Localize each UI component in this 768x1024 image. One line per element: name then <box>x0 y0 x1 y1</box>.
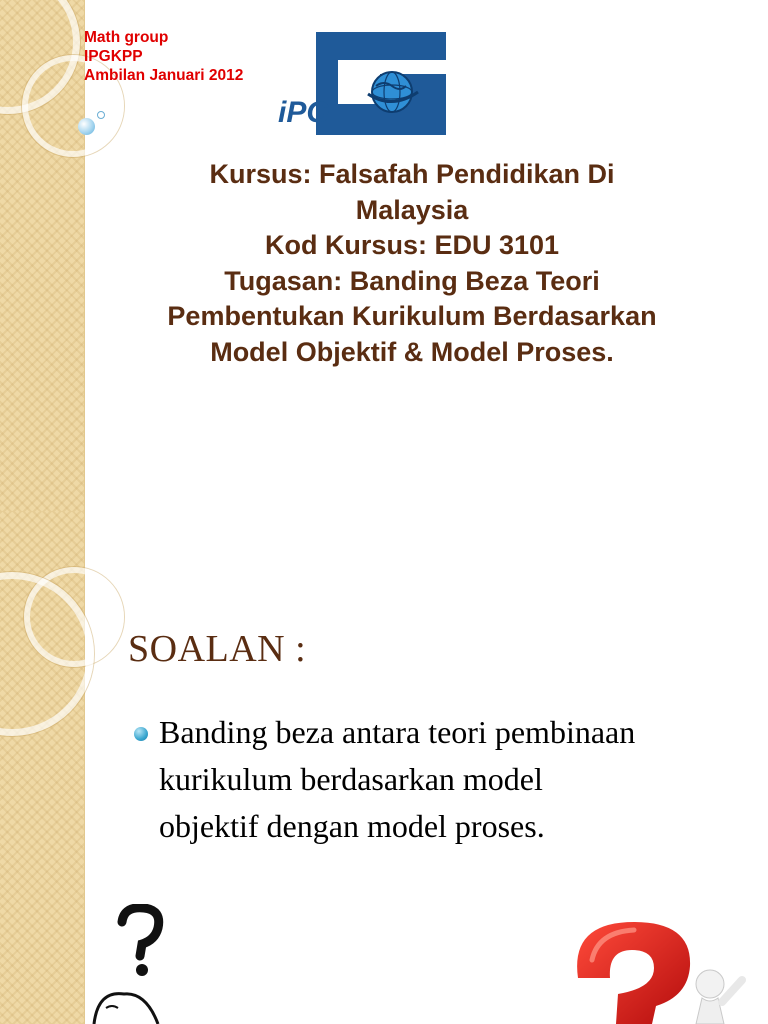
question-line: Banding beza antara teori pembinaan <box>159 714 636 750</box>
bullet-icon <box>134 727 148 741</box>
intake-info: Ambilan Januari 2012 <box>84 67 244 84</box>
decorative-side-strip <box>0 512 85 1024</box>
group-name: Math group <box>84 29 169 46</box>
decorative-bubble-icon <box>97 111 105 119</box>
question-line: objektif dengan model proses. <box>159 808 545 844</box>
title-line: Kursus: Falsafah Pendidikan Di <box>209 159 615 189</box>
decorative-side-strip <box>0 0 85 512</box>
decorative-bubble-icon <box>78 118 95 135</box>
institution-code: IPGKPP <box>84 48 143 65</box>
course-title <box>92 157 732 370</box>
question-line: kurikulum berdasarkan model <box>159 761 543 797</box>
question-slide <box>0 512 768 1024</box>
title-line: Kod Kursus: EDU 3101 <box>264 230 560 260</box>
red-question-mark-figure-icon <box>534 912 768 1024</box>
ipg-logo-icon <box>276 30 448 135</box>
svg-text:iPG: iPG <box>278 96 330 129</box>
thinking-cartoon-question-mark-icon <box>86 904 226 1024</box>
title-line: Model Objektif & Model Proses. <box>210 336 614 367</box>
slide-heading: SOALAN : <box>128 628 307 670</box>
title-line: Pembentukan Kurikulum Berdasarkan <box>167 301 657 331</box>
question-text <box>159 709 749 850</box>
title-line: Malaysia <box>355 194 469 225</box>
group-info <box>84 28 243 85</box>
title-line: Tugasan: Banding Beza Teori <box>224 265 600 296</box>
